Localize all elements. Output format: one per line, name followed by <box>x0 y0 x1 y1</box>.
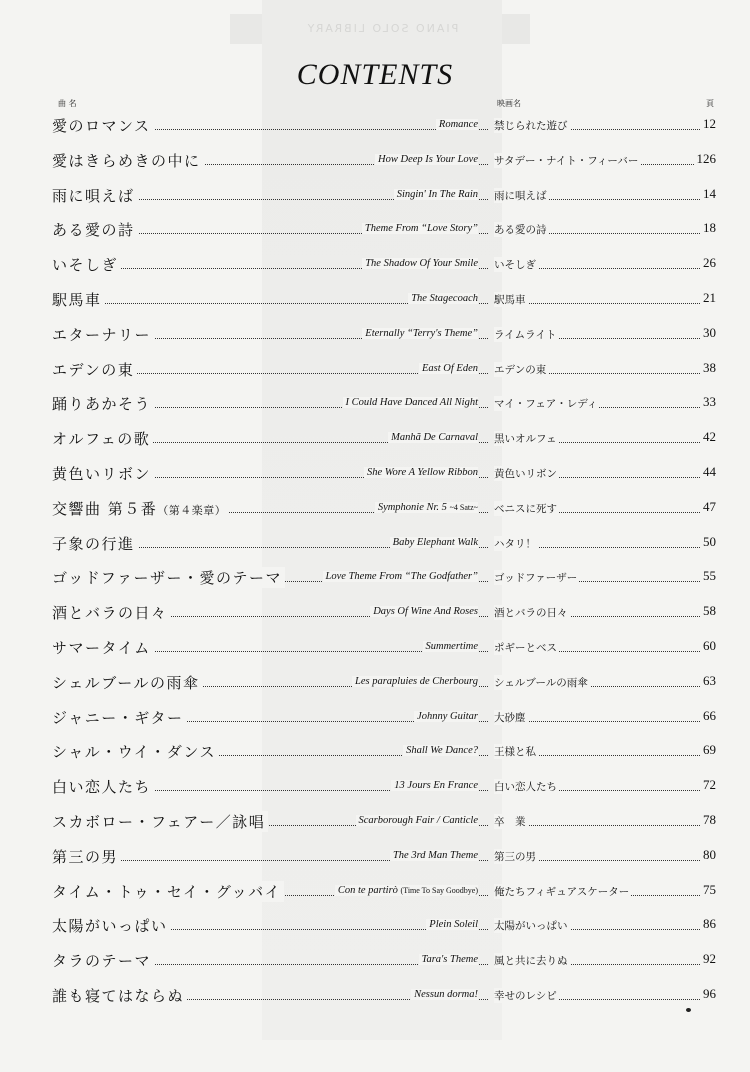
page-number: 50 <box>703 533 716 549</box>
song-title-ja <box>52 254 121 275</box>
column-header-page: 頁 <box>706 99 714 108</box>
film-title: ベニスに死す <box>494 502 557 515</box>
film-title: シェルブールの雨傘 <box>494 676 588 689</box>
song-title-ja-text: サマータイム <box>52 638 151 657</box>
song-title-en-text: Singin' In The Rain <box>396 188 478 200</box>
ink-mark <box>686 1008 691 1012</box>
contents-entry <box>0 703 750 738</box>
song-title-ja-text: スカボロー・フェアー／詠唱 <box>52 812 266 831</box>
film-title: 俺たちフィギュアスケーター <box>494 885 630 898</box>
contents-entry <box>0 424 750 459</box>
contents-entry <box>0 529 750 564</box>
song-title-en <box>411 989 478 1000</box>
song-title-en-text: Con te partirò <box>337 884 401 896</box>
song-title-en <box>323 571 478 582</box>
song-title-en <box>394 189 478 200</box>
page-number: 58 <box>703 603 716 619</box>
film-title: ある愛の詩 <box>494 224 547 237</box>
contents-entry <box>0 842 750 877</box>
song-title-ja <box>52 567 285 588</box>
song-title-en <box>370 606 478 617</box>
song-title-en-text: Scarborough Fair / Canticle <box>358 814 478 826</box>
film-title: 禁じられた遊び <box>494 120 568 132</box>
page-number: 26 <box>703 255 716 271</box>
contents-entry <box>0 355 750 390</box>
song-title-ja-text: 白い恋人たち <box>52 778 152 797</box>
song-title-ja <box>52 463 154 484</box>
song-title-en <box>423 641 479 652</box>
film-title: 黄色いリボン <box>494 467 557 480</box>
song-title-en <box>364 467 478 478</box>
film-title: 風と共に去りぬ <box>494 955 568 968</box>
song-title-en-text: The Stagecoach <box>411 292 478 304</box>
contents-entry <box>0 598 750 633</box>
contents-entry <box>0 772 750 807</box>
contents-entry <box>0 389 750 424</box>
song-title-en-text: 13 Jours En France <box>394 780 478 792</box>
series-label: PIANO SOLO LIBRARY <box>305 22 459 35</box>
song-title-ja-text: エターナリー <box>52 325 152 344</box>
song-title-en-text: Eternally “Terry's Theme” <box>365 327 478 339</box>
song-title-en <box>408 293 478 304</box>
film-title: 雨に唄えば <box>494 189 547 202</box>
contents-entry <box>0 877 750 912</box>
song-title-en <box>356 815 478 826</box>
page-number: 69 <box>703 742 716 758</box>
page-number: 63 <box>703 672 716 688</box>
song-title-ja-text: 駅馬車 <box>52 290 102 309</box>
song-title-en-text: I Could Have Danced All Night <box>345 397 478 409</box>
song-title-ja-text: シャル・ウイ・ダンス <box>52 743 216 762</box>
contents-entry <box>0 215 750 250</box>
page-number: 42 <box>703 429 716 445</box>
contents-entry <box>0 146 750 181</box>
page-number: 80 <box>703 846 716 862</box>
song-title-ja <box>52 150 204 171</box>
song-title-en-text: How Deep Is Your Love <box>378 153 478 165</box>
page-number: 47 <box>703 498 716 514</box>
song-title-ja <box>52 324 154 345</box>
song-title-ja <box>52 219 138 240</box>
film-title: 黒いオルフェ <box>494 433 557 446</box>
song-title-en <box>343 397 479 408</box>
page-number: 60 <box>703 637 716 653</box>
song-title-en-note: ~4 Satz~ <box>449 502 478 512</box>
page-number: 38 <box>703 359 716 375</box>
page-number: 55 <box>703 568 716 584</box>
song-title-ja-text: シェルブールの雨傘 <box>52 673 200 692</box>
page-number: 30 <box>703 324 716 340</box>
film-title: 酒とバラの日々 <box>494 607 568 620</box>
film-title: エデンの東 <box>494 363 547 376</box>
song-title-ja-text: 太陽がいっぱい <box>52 917 168 936</box>
song-title-ja <box>52 115 154 136</box>
song-title-en-text: Days Of Wine And Roses <box>373 606 478 618</box>
film-title: ハタリ！ <box>494 537 536 550</box>
song-title-en-text: Johnny Guitar <box>417 710 478 722</box>
page-number: 86 <box>703 916 716 932</box>
film-title: いそしぎ <box>494 259 536 272</box>
song-title-ja-text: ある愛の詩 <box>52 221 135 240</box>
contents-entry <box>0 494 750 529</box>
song-title-en <box>419 363 478 374</box>
film-title: ゴッドファーザー <box>494 572 578 585</box>
song-title-en-text: Tara's Theme <box>421 954 478 966</box>
song-title-en <box>390 537 478 548</box>
contents-entry <box>0 981 750 1016</box>
song-title-ja-text: 黄色いリボン <box>52 464 152 483</box>
contents-entry <box>0 181 750 216</box>
song-title-en-text: Nessun dorma! <box>414 988 478 1000</box>
film-title: 王様と私 <box>494 746 536 759</box>
page-number: 66 <box>703 707 716 723</box>
song-title-en <box>362 328 478 339</box>
film-title: ポギーとベス <box>494 641 557 654</box>
song-title-en-text: East Of Eden <box>422 362 478 374</box>
column-header-film: 映画名 <box>497 99 521 108</box>
song-title-en <box>419 954 478 965</box>
page-number: 72 <box>703 777 716 793</box>
song-title-ja <box>52 533 138 554</box>
song-title-ja <box>52 637 154 658</box>
song-title-ja-text: ゴッドファーザー・愛のテーマ <box>52 569 282 588</box>
song-title-en <box>362 258 478 269</box>
page-number: 92 <box>703 951 716 967</box>
song-title-en <box>390 850 478 861</box>
song-title-ja-text: 愛はきらめきの中に <box>52 151 201 170</box>
song-title-ja <box>52 776 154 797</box>
song-title-en-text: Symphonie Nr. 5 <box>377 501 450 513</box>
contents-entry <box>0 633 750 668</box>
song-title-en-text: Shall We Dance? <box>406 745 478 757</box>
page-number: 12 <box>703 116 716 131</box>
song-title-ja <box>52 741 219 762</box>
film-title: 第三の男 <box>494 850 536 863</box>
song-title-ja-text: 踊りあかそう <box>52 395 152 414</box>
song-title-ja <box>52 950 154 971</box>
film-title: 駅馬車 <box>494 293 526 306</box>
page-number: 21 <box>703 289 716 305</box>
song-title-ja-text: ジャニー・ギター <box>52 708 184 727</box>
song-title-ja <box>52 985 187 1006</box>
song-title-ja <box>52 498 229 519</box>
song-title-ja <box>52 707 187 728</box>
contents-list <box>0 111 750 1016</box>
page-number: 33 <box>703 394 716 410</box>
film-title: 白い恋人たち <box>494 781 557 794</box>
contents-entry <box>0 563 750 598</box>
song-title-ja-text: タラのテーマ <box>52 952 152 971</box>
song-title-ja <box>52 881 284 902</box>
contents-entry <box>0 737 750 772</box>
song-title-ja <box>52 915 171 936</box>
song-title-en-text: The 3rd Man Theme <box>392 849 478 861</box>
page-number: 126 <box>696 150 716 166</box>
song-title-ja-text: 子象の行進 <box>52 534 135 553</box>
song-title-en-text: Romance <box>438 119 478 130</box>
film-title: サタデー・ナイト・フィーバー <box>494 154 639 167</box>
song-title-ja <box>52 359 137 380</box>
song-title-ja <box>52 672 202 693</box>
song-title-en <box>436 119 478 130</box>
song-title-ja-text: 雨に唄えば <box>52 186 135 205</box>
song-title-en-note: (Time To Say Goodbye) <box>400 885 478 895</box>
dot-leader <box>500 293 710 304</box>
song-title-en <box>388 432 478 443</box>
contents-entry <box>0 459 750 494</box>
song-title-ja-text: タイム・トゥ・セイ・グッバイ <box>52 882 282 901</box>
contents-entry <box>0 320 750 355</box>
song-title-ja-text: オルフェの歌 <box>52 430 151 449</box>
song-title-ja <box>52 185 138 206</box>
song-title-en <box>375 502 478 513</box>
song-title-ja <box>52 811 268 832</box>
song-title-ja <box>52 602 171 623</box>
song-title-en <box>362 223 478 234</box>
page-number: 44 <box>703 463 716 479</box>
song-title-ja-text: 第三の男 <box>52 847 119 866</box>
song-title-ja-text: 酒とバラの日々 <box>52 604 168 623</box>
song-title-ja <box>52 428 153 449</box>
song-title-en <box>426 919 478 930</box>
song-title-en-text: Manhã De Carnaval <box>391 432 478 444</box>
song-title-ja-text: いそしぎ <box>52 256 119 275</box>
song-title-en <box>391 780 478 791</box>
contents-entry <box>0 111 750 146</box>
song-title-en <box>352 676 478 687</box>
song-title-ja <box>52 289 105 310</box>
dot-leader <box>500 815 710 826</box>
film-title: マイ・フェア・レディ <box>494 398 598 411</box>
page-number: 75 <box>703 881 716 897</box>
song-title-en-text: She Wore A Yellow Ribbon <box>366 466 478 478</box>
film-title: ライムライト <box>494 328 557 341</box>
song-title-en <box>335 885 478 896</box>
song-title-en-text: Theme From “Love Story” <box>364 223 478 235</box>
contents-entry <box>0 285 750 320</box>
song-title-en <box>403 745 478 756</box>
song-title-ja <box>52 393 154 414</box>
page-title: CONTENTS <box>296 58 454 91</box>
song-title-en-text: Plein Soleil <box>429 919 478 931</box>
film-title: 太陽がいっぱい <box>494 920 568 933</box>
contents-entry <box>0 911 750 946</box>
column-header-song: 曲 名 <box>58 99 77 108</box>
film-title: 卒 業 <box>494 815 526 828</box>
film-title: 幸せのレシピ <box>494 989 557 1002</box>
page-number: 14 <box>703 185 716 201</box>
film-title: 大砂塵 <box>494 711 526 724</box>
song-title-ja-text: 愛のロマンス <box>52 117 151 135</box>
contents-entry <box>0 668 750 703</box>
song-title-ja-text: 交響曲 第５番 <box>52 499 158 518</box>
song-title-en-text: Love Theme From “The Godfather” <box>325 571 478 583</box>
song-title-ja-note: （第４楽章） <box>157 503 227 517</box>
contents-entry <box>0 807 750 842</box>
page-number: 78 <box>703 811 716 827</box>
page-number: 96 <box>703 985 716 1001</box>
song-title-en-text: Baby Elephant Walk <box>392 536 478 548</box>
page-number: 18 <box>703 220 716 236</box>
song-title-en-text: Summertime <box>425 640 478 652</box>
song-title-ja-text: 誰も寝てはならぬ <box>52 986 185 1005</box>
dot-leader <box>500 711 710 722</box>
contents-entry <box>0 946 750 981</box>
song-title-ja <box>52 846 121 867</box>
song-title-en-text: Les parapluies de Cherbourg <box>355 675 478 687</box>
song-title-ja-text: エデンの東 <box>52 360 135 379</box>
song-title-en <box>414 711 478 722</box>
contents-entry <box>0 250 750 285</box>
song-title-en <box>375 154 478 165</box>
song-title-en-text: The Shadow Of Your Smile <box>365 258 478 270</box>
